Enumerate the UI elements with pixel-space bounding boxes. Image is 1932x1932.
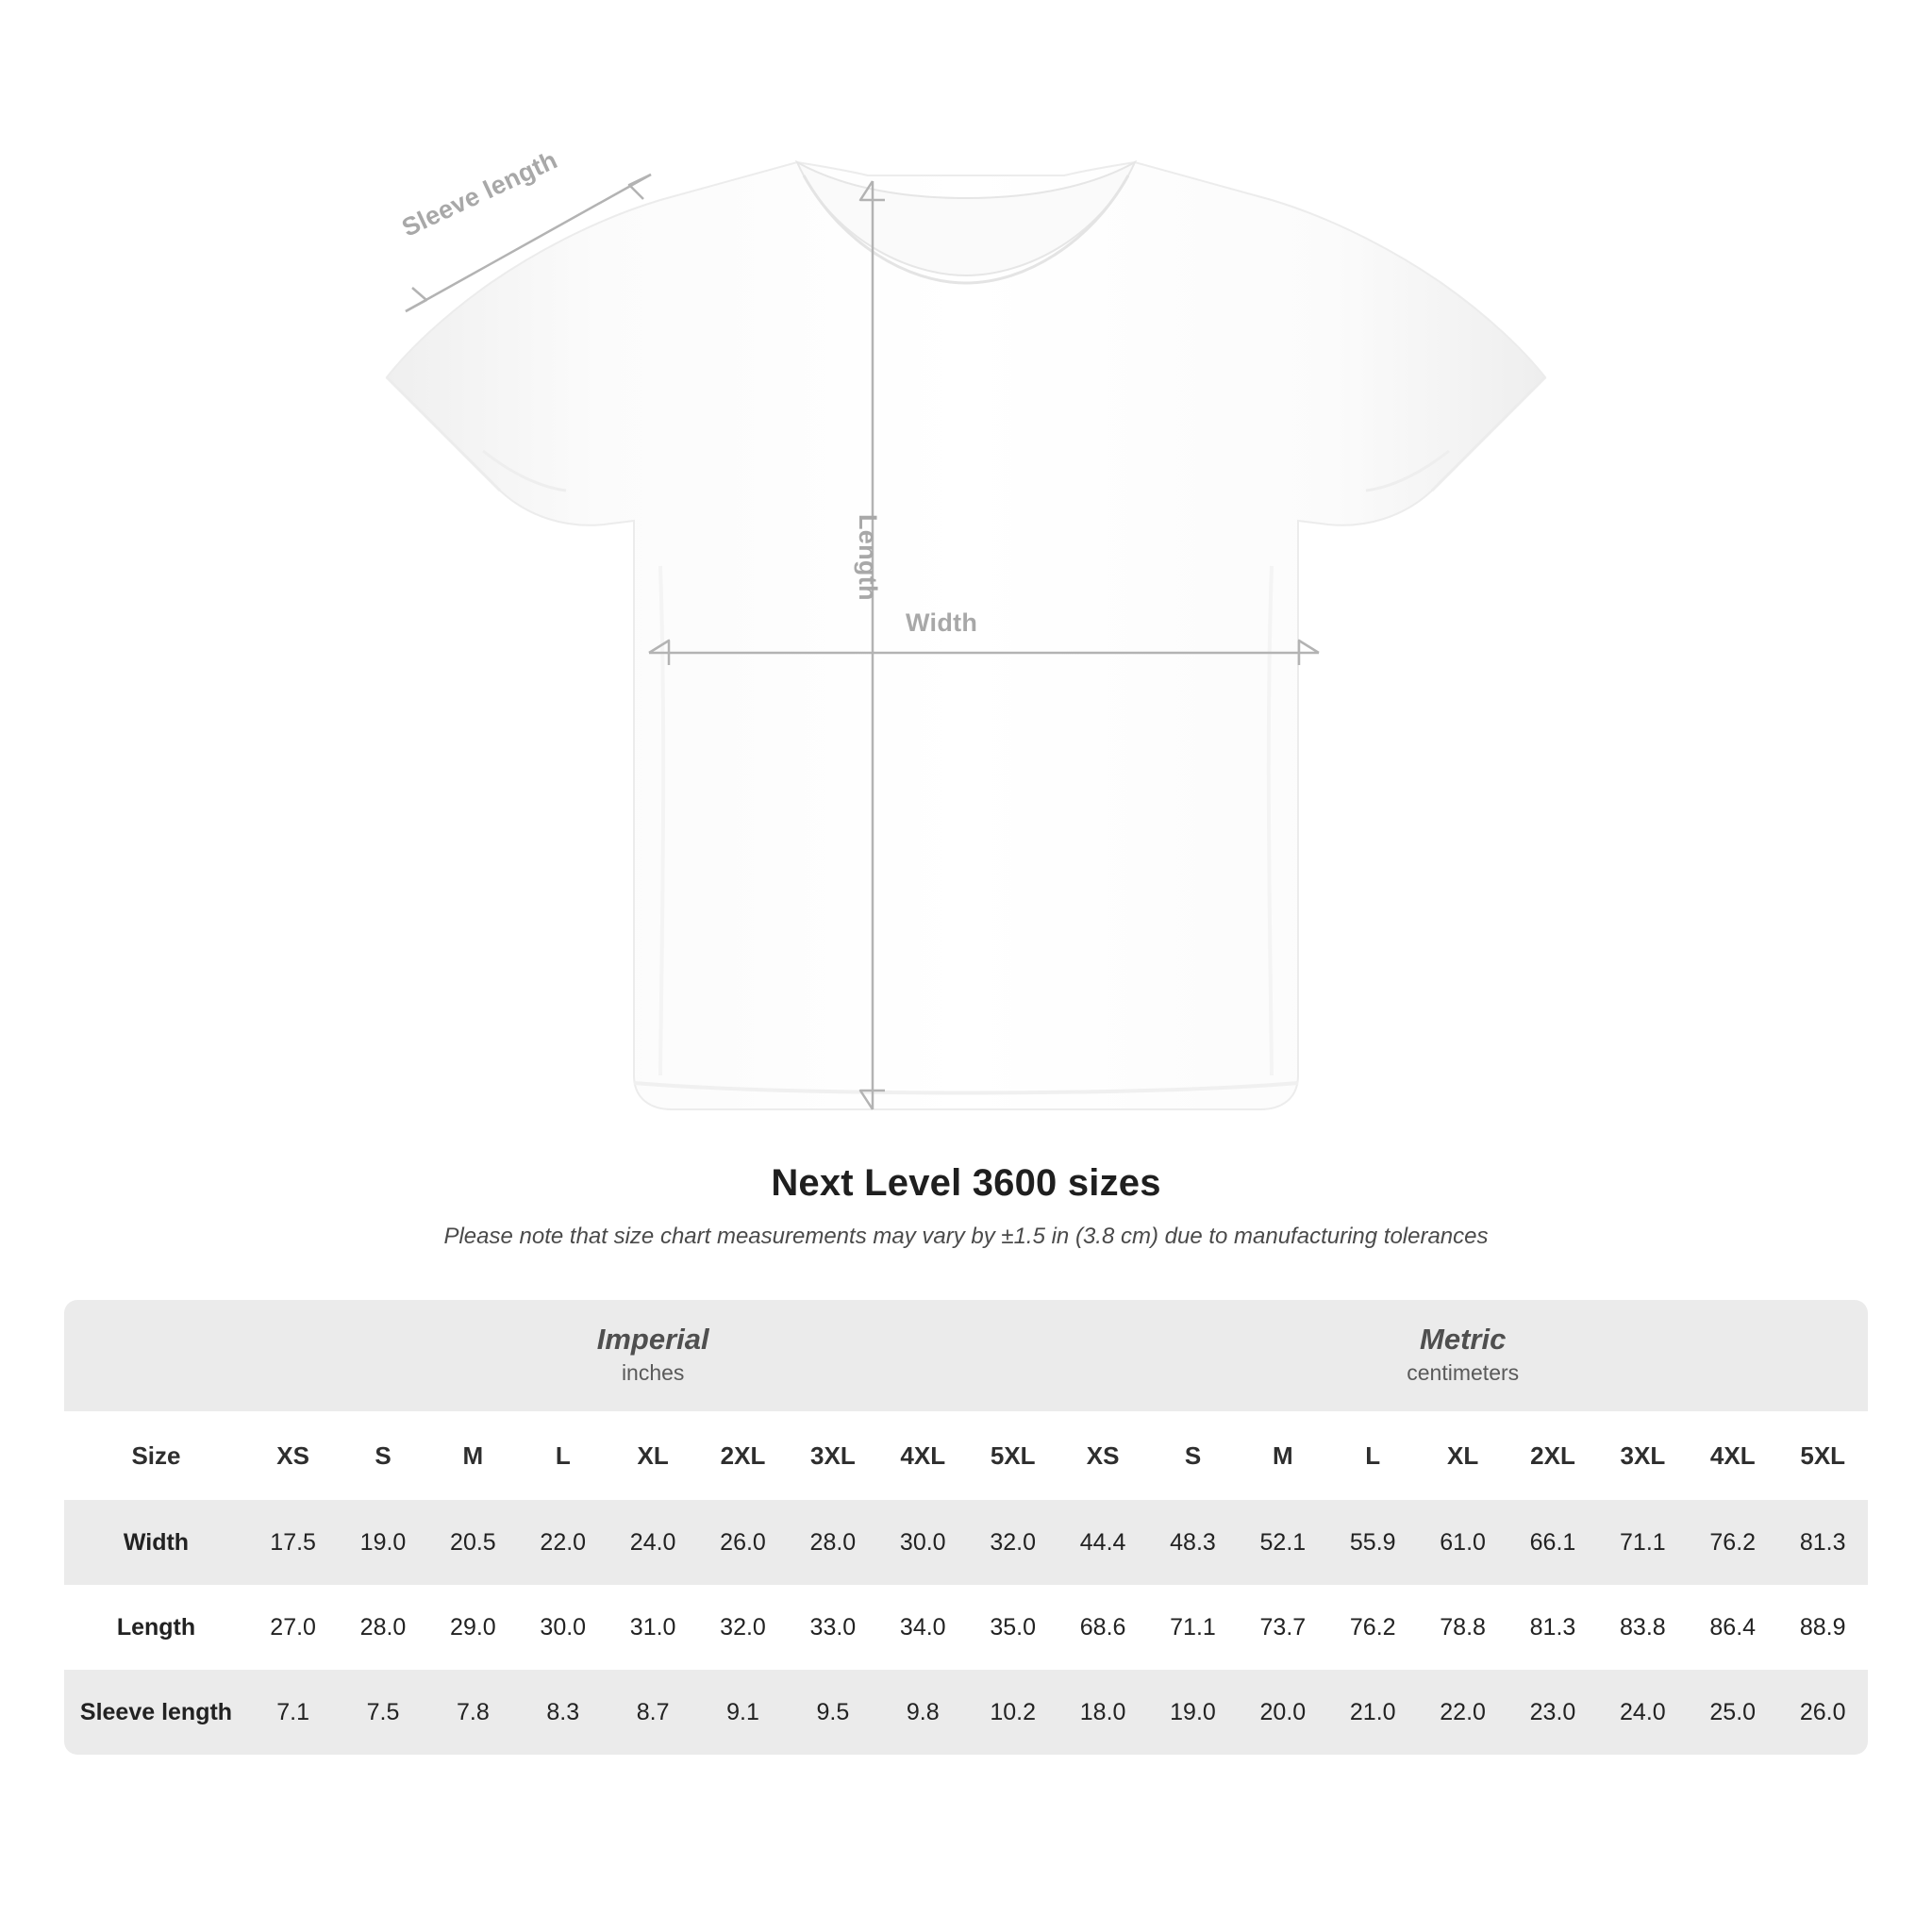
width-label: Width <box>906 608 978 637</box>
table-cell: 28.0 <box>788 1500 877 1585</box>
unit-group-imperial <box>248 1300 1058 1411</box>
table-cell: 17.5 <box>248 1500 338 1585</box>
unit-group-metric <box>1058 1300 1868 1411</box>
size-header-cell: L <box>518 1411 608 1500</box>
table-row <box>64 1500 1868 1585</box>
page-title: Next Level 3600 sizes <box>771 1162 1161 1204</box>
table-cell: 19.0 <box>1148 1670 1238 1755</box>
table-cell: 8.7 <box>608 1670 697 1755</box>
table-cell: 32.0 <box>968 1500 1058 1585</box>
table-cell: 9.1 <box>698 1670 788 1755</box>
table-cell: 76.2 <box>1328 1585 1418 1670</box>
size-header-cell: 3XL <box>1598 1411 1688 1500</box>
table-cell: 52.1 <box>1238 1500 1327 1585</box>
table-cell: 34.0 <box>878 1585 968 1670</box>
table-cell: 22.0 <box>518 1500 608 1585</box>
table-cell: 23.0 <box>1507 1670 1597 1755</box>
table-cell: 18.0 <box>1058 1670 1147 1755</box>
size-header-cell: S <box>338 1411 427 1500</box>
size-header-cell: XL <box>608 1411 697 1500</box>
table-cell: 7.8 <box>428 1670 518 1755</box>
table-cell: 44.4 <box>1058 1500 1147 1585</box>
table-cell: 7.5 <box>338 1670 427 1755</box>
table-cell: 73.7 <box>1238 1585 1327 1670</box>
table-cell: 20.5 <box>428 1500 518 1585</box>
size-header-cell: 2XL <box>698 1411 788 1500</box>
unit-group-metric-name: Metric <box>1420 1322 1507 1356</box>
table-cell: 19.0 <box>338 1500 427 1585</box>
table-cell: 81.3 <box>1507 1585 1597 1670</box>
table-cell: 21.0 <box>1328 1670 1418 1755</box>
table-cell: 26.0 <box>698 1500 788 1585</box>
size-table <box>64 1300 1868 1755</box>
size-header-cell: XS <box>248 1411 338 1500</box>
size-header-cell: 5XL <box>1777 1411 1868 1500</box>
length-label: Length <box>854 514 882 601</box>
size-header-cell: XS <box>1058 1411 1147 1500</box>
table-cell: 8.3 <box>518 1670 608 1755</box>
size-header-cell: 5XL <box>968 1411 1058 1500</box>
unit-group-metric-sub: centimeters <box>1407 1359 1520 1385</box>
table-cell: 78.8 <box>1418 1585 1507 1670</box>
table-cell: 33.0 <box>788 1585 877 1670</box>
table-cell: 48.3 <box>1148 1500 1238 1585</box>
unit-header-row <box>64 1300 1868 1411</box>
table-cell: 25.0 <box>1688 1670 1777 1755</box>
table-cell: 30.0 <box>878 1500 968 1585</box>
sleeve-length-label: Sleeve length <box>397 145 562 242</box>
table-row <box>64 1585 1868 1670</box>
table-cell: 28.0 <box>338 1585 427 1670</box>
table-cell: 24.0 <box>1598 1670 1688 1755</box>
table-cell: 32.0 <box>698 1585 788 1670</box>
size-header-cell: 2XL <box>1507 1411 1597 1500</box>
title-block <box>0 1162 1932 1250</box>
size-header-cell: L <box>1328 1411 1418 1500</box>
unit-header-spacer <box>64 1300 248 1411</box>
unit-group-imperial-name: Imperial <box>596 1322 709 1356</box>
table-cell: 7.1 <box>248 1670 338 1755</box>
table-cell: 66.1 <box>1507 1500 1597 1585</box>
table-row <box>64 1670 1868 1755</box>
table-cell: 31.0 <box>608 1585 697 1670</box>
table-cell: 10.2 <box>968 1670 1058 1755</box>
row-label: Width <box>64 1500 248 1585</box>
table-cell: 24.0 <box>608 1500 697 1585</box>
size-header-cell: S <box>1148 1411 1238 1500</box>
size-header-cell: M <box>1238 1411 1327 1500</box>
size-header-cell: M <box>428 1411 518 1500</box>
table-cell: 30.0 <box>518 1585 608 1670</box>
table-cell: 9.8 <box>878 1670 968 1755</box>
size-header-cell: 4XL <box>878 1411 968 1500</box>
table-cell: 68.6 <box>1058 1585 1147 1670</box>
table-cell: 61.0 <box>1418 1500 1507 1585</box>
size-header-cell: 4XL <box>1688 1411 1777 1500</box>
row-label: Length <box>64 1585 248 1670</box>
table-cell: 29.0 <box>428 1585 518 1670</box>
table-cell: 86.4 <box>1688 1585 1777 1670</box>
table-cell: 71.1 <box>1148 1585 1238 1670</box>
size-header-cell: XL <box>1418 1411 1507 1500</box>
table-cell: 9.5 <box>788 1670 877 1755</box>
table-cell: 26.0 <box>1777 1670 1868 1755</box>
row-label: Sleeve length <box>64 1670 248 1755</box>
size-table-wrapper <box>64 1300 1868 1755</box>
table-cell: 35.0 <box>968 1585 1058 1670</box>
size-header-label: Size <box>64 1411 248 1500</box>
table-cell: 76.2 <box>1688 1500 1777 1585</box>
table-cell: 27.0 <box>248 1585 338 1670</box>
table-cell: 20.0 <box>1238 1670 1327 1755</box>
size-header-row <box>64 1411 1868 1500</box>
size-header-cell: 3XL <box>788 1411 877 1500</box>
table-cell: 83.8 <box>1598 1585 1688 1670</box>
table-cell: 71.1 <box>1598 1500 1688 1585</box>
unit-group-imperial-sub: inches <box>621 1359 685 1385</box>
table-cell: 55.9 <box>1328 1500 1418 1585</box>
tolerance-note: Please note that size chart measurements may vary by ±1.5 in (3.8 cm) due to manufacturing tolerances <box>443 1224 1489 1249</box>
table-cell: 88.9 <box>1777 1585 1868 1670</box>
table-cell: 81.3 <box>1777 1500 1868 1585</box>
table-cell: 22.0 <box>1418 1670 1507 1755</box>
